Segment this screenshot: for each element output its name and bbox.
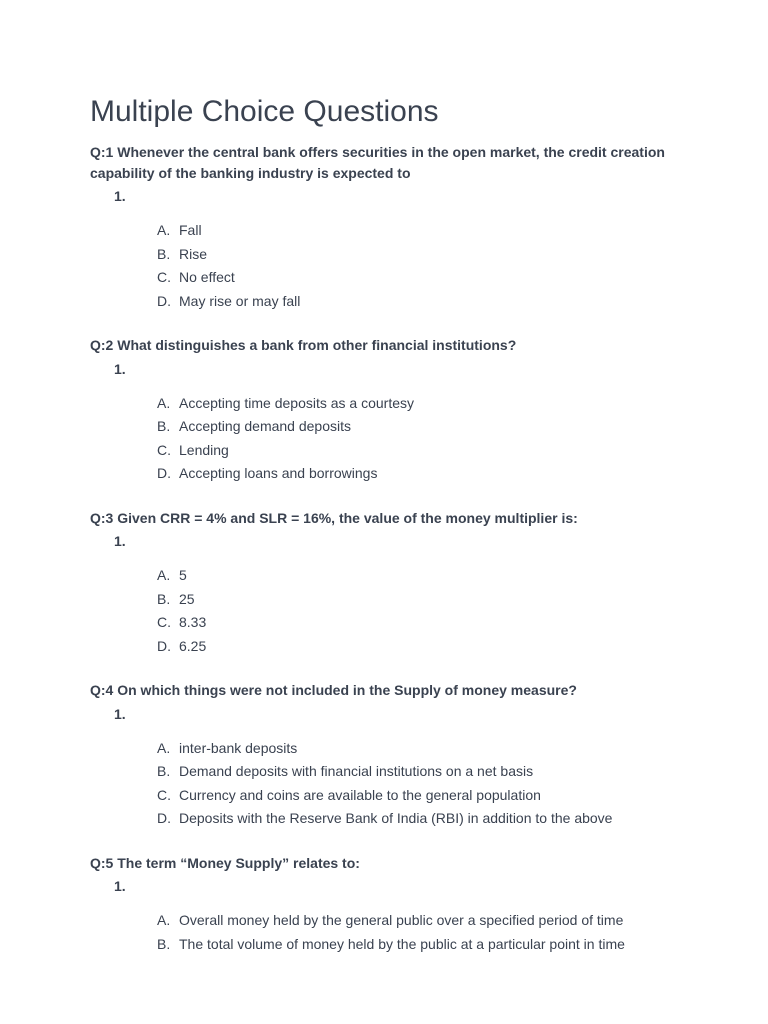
option-item bbox=[90, 784, 690, 808]
question-number: 1. bbox=[114, 533, 126, 549]
option-letter: B. bbox=[157, 418, 171, 434]
option-item bbox=[90, 635, 690, 659]
option-text: 8.33 bbox=[179, 614, 207, 630]
options-list bbox=[90, 392, 690, 486]
option-text: 25 bbox=[179, 590, 195, 607]
question-number: 1. bbox=[114, 705, 126, 722]
question-text: Q:3 Given CRR = 4% and SLR = 16%, the value of the money multiplier is: bbox=[90, 509, 578, 526]
option-item bbox=[90, 219, 690, 243]
option-text: The total volume of money held by the public at a particular point in time bbox=[179, 935, 625, 952]
page-title: Multiple Choice Questions bbox=[90, 95, 439, 128]
options-list bbox=[90, 737, 690, 831]
option-letter: C. bbox=[157, 269, 171, 285]
option-item bbox=[90, 909, 690, 933]
option-text: Currency and coins are available to the general population bbox=[179, 786, 541, 803]
options-list bbox=[90, 564, 690, 658]
option-item bbox=[90, 933, 690, 957]
questions-list bbox=[90, 142, 690, 956]
option-text: Lending bbox=[179, 441, 229, 458]
question-number: 1. bbox=[114, 878, 126, 894]
option-text: Accepting loans and borrowings bbox=[179, 465, 378, 481]
option-letter: A. bbox=[157, 567, 171, 583]
option-letter: B. bbox=[157, 763, 171, 779]
option-letter: B. bbox=[157, 935, 171, 952]
option-letter: D. bbox=[157, 292, 171, 309]
option-text: Accepting time deposits as a courtesy bbox=[179, 394, 415, 411]
option-letter: B. bbox=[157, 245, 171, 262]
option-text: Demand deposits with financial institutions on a net basis bbox=[179, 763, 534, 779]
question-number: 1. bbox=[114, 188, 126, 204]
option-text: inter-bank deposits bbox=[179, 739, 298, 756]
question-1 bbox=[90, 142, 690, 313]
option-letter: C. bbox=[157, 441, 171, 458]
options-list bbox=[90, 219, 690, 313]
option-letter: C. bbox=[157, 786, 171, 803]
question-text: Q:5 The term “Money Supply” relates to: bbox=[90, 854, 360, 871]
option-text: Fall bbox=[179, 222, 202, 238]
option-item bbox=[90, 611, 690, 635]
option-text: Rise bbox=[179, 245, 208, 262]
option-item bbox=[90, 807, 690, 831]
question-4 bbox=[90, 680, 690, 831]
option-letter: A. bbox=[157, 222, 171, 238]
option-letter: D. bbox=[157, 465, 171, 481]
option-letter: D. bbox=[157, 810, 171, 826]
option-letter: D. bbox=[157, 637, 171, 654]
option-letter: A. bbox=[157, 394, 171, 411]
option-text: Accepting demand deposits bbox=[179, 418, 351, 434]
option-item bbox=[90, 462, 690, 486]
option-item bbox=[90, 439, 690, 463]
option-text: 6.25 bbox=[179, 637, 207, 654]
option-text: No effect bbox=[179, 269, 235, 285]
option-text: Overall money held by the general public over a specified period of time bbox=[179, 912, 624, 928]
question-text: Q:4 On which things were not included in the Supply of money measure? bbox=[90, 682, 577, 698]
option-text: Deposits with the Reserve Bank of India (RBI) in addition to the above bbox=[179, 810, 613, 826]
question-3 bbox=[90, 508, 690, 659]
option-item bbox=[90, 760, 690, 784]
option-item bbox=[90, 564, 690, 588]
option-item bbox=[90, 415, 690, 439]
option-letter: A. bbox=[157, 912, 171, 928]
question-2 bbox=[90, 335, 690, 486]
option-item bbox=[90, 266, 690, 290]
option-letter: A. bbox=[157, 739, 171, 756]
option-text: May rise or may fall bbox=[179, 292, 301, 309]
options-list bbox=[90, 909, 690, 956]
option-letter: C. bbox=[157, 614, 171, 630]
question-text: Q:2 What distinguishes a bank from other financial institutions? bbox=[90, 337, 517, 353]
option-item bbox=[90, 588, 690, 612]
option-item bbox=[90, 737, 690, 761]
question-5 bbox=[90, 853, 690, 957]
option-item bbox=[90, 243, 690, 267]
option-item bbox=[90, 392, 690, 416]
question-number: 1. bbox=[114, 360, 126, 377]
option-letter: B. bbox=[157, 590, 171, 607]
option-text: 5 bbox=[179, 567, 187, 583]
document-page bbox=[90, 94, 690, 978]
option-item bbox=[90, 290, 690, 314]
question-text: Q:1 Whenever the central bank offers securities in the open market, the credit creation capability of the banking industry is expected to bbox=[90, 144, 665, 181]
